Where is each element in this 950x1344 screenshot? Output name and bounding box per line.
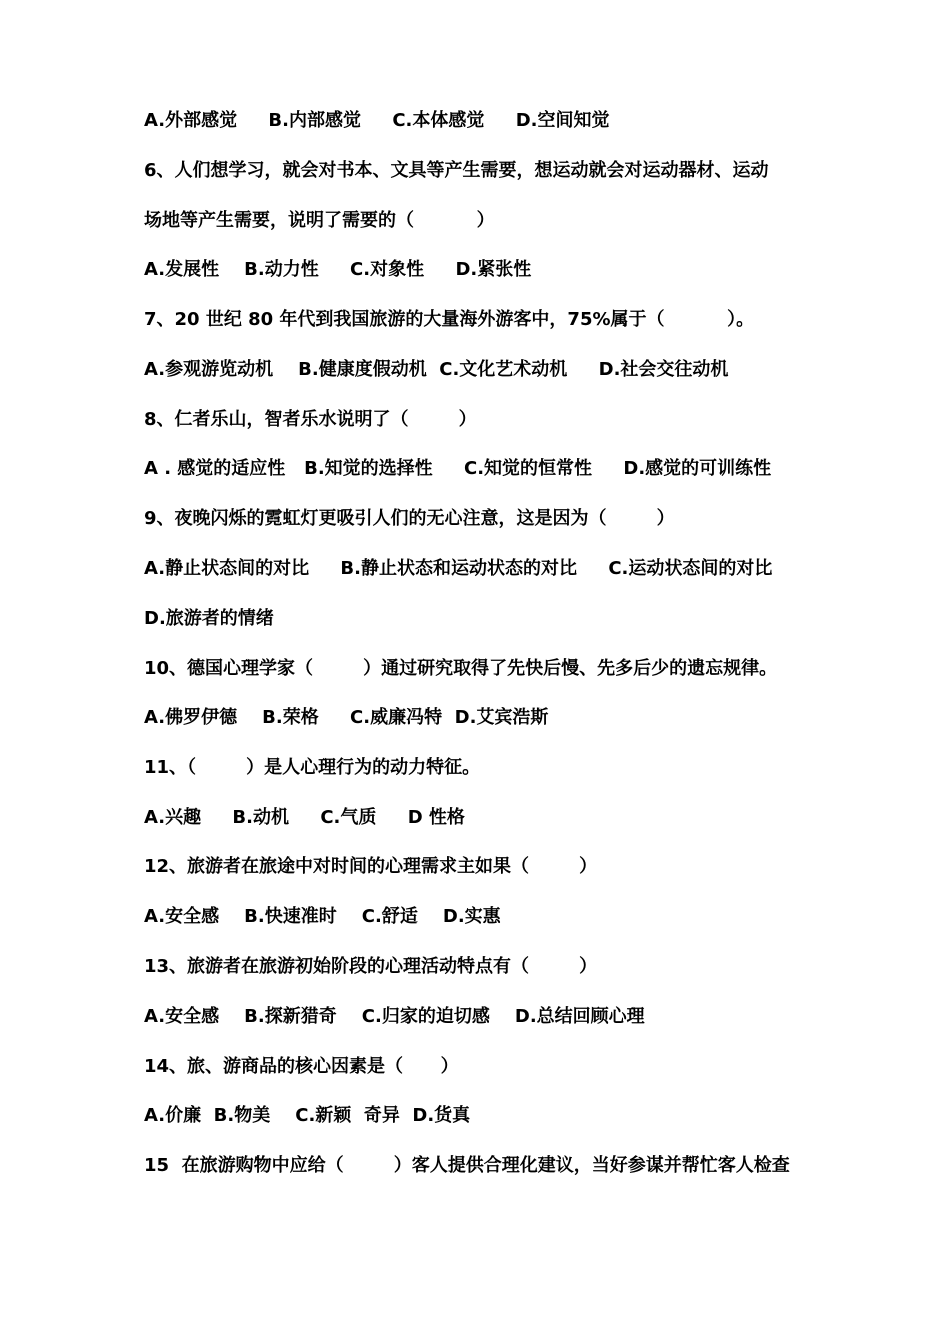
- question-11: 11、（ ）是人心理行为的动力特征。: [144, 757, 481, 778]
- options-question-5: A.外部感觉 B.内部感觉 C.本体感觉 D.空间知觉: [144, 110, 610, 131]
- question-10: 10、德国心理学家（ ）通过研究取得了先快后慢、先多后少的遗忘规律。: [144, 658, 778, 679]
- options-question-9-line-1: A.静止状态间的对比 B.静止状态和运动状态的对比 C.运动状态间的对比: [144, 558, 773, 579]
- question-13: 13、旅游者在旅游初始阶段的心理活动特点有（ ）: [144, 956, 598, 977]
- options-question-14: A.价廉 B.物美 C.新颖 奇异 D.货真: [144, 1105, 471, 1126]
- question-9: 9、夜晚闪烁的霓虹灯更吸引人们的无心注意，这是因为（ ）: [144, 508, 675, 529]
- question-6-line-2: 场地等产生需要，说明了需要的（ ）: [144, 210, 495, 231]
- options-question-11: A.兴趣 B.动机 C.气质 D 性格: [144, 807, 465, 828]
- options-question-10: A.佛罗伊德 B.荣格 C.威廉冯特 D.艾宾浩斯: [144, 707, 549, 728]
- question-12: 12、旅游者在旅途中对时间的心理需求主如果（ ）: [144, 856, 598, 877]
- question-8: 8、仁者乐山，智者乐水说明了（ ）: [144, 409, 477, 430]
- question-14: 14、旅、游商品的核心因素是（ ）: [144, 1056, 459, 1077]
- options-question-13: A.安全感 B.探新猎奇 C.归家的迫切感 D.总结回顾心理: [144, 1006, 645, 1027]
- options-question-9-line-2: D.旅游者的情绪: [144, 608, 274, 629]
- question-15: 15 在旅游购物中应给（ ）客人提供合理化建议，当好参谋并帮忙客人检查: [144, 1155, 790, 1176]
- options-question-7: A.参观游览动机 B.健康度假动机 C.文化艺术动机 D.社会交往动机: [144, 359, 729, 380]
- options-question-8: A . 感觉的适应性 B.知觉的选择性 C.知觉的恒常性 D.感觉的可训练性: [144, 458, 772, 479]
- options-question-12: A.安全感 B.快速准时 C.舒适 D.实惠: [144, 906, 501, 927]
- question-7: 7、20 世纪 80 年代到我国旅游的大量海外游客中，75%属于（ ）。: [144, 309, 755, 330]
- question-6-line-1: 6、人们想学习，就会对书本、文具等产生需要，想运动就会对运动器材、运动: [144, 160, 769, 181]
- options-question-6: A.发展性 B.动力性 C.对象性 D.紧张性: [144, 259, 532, 280]
